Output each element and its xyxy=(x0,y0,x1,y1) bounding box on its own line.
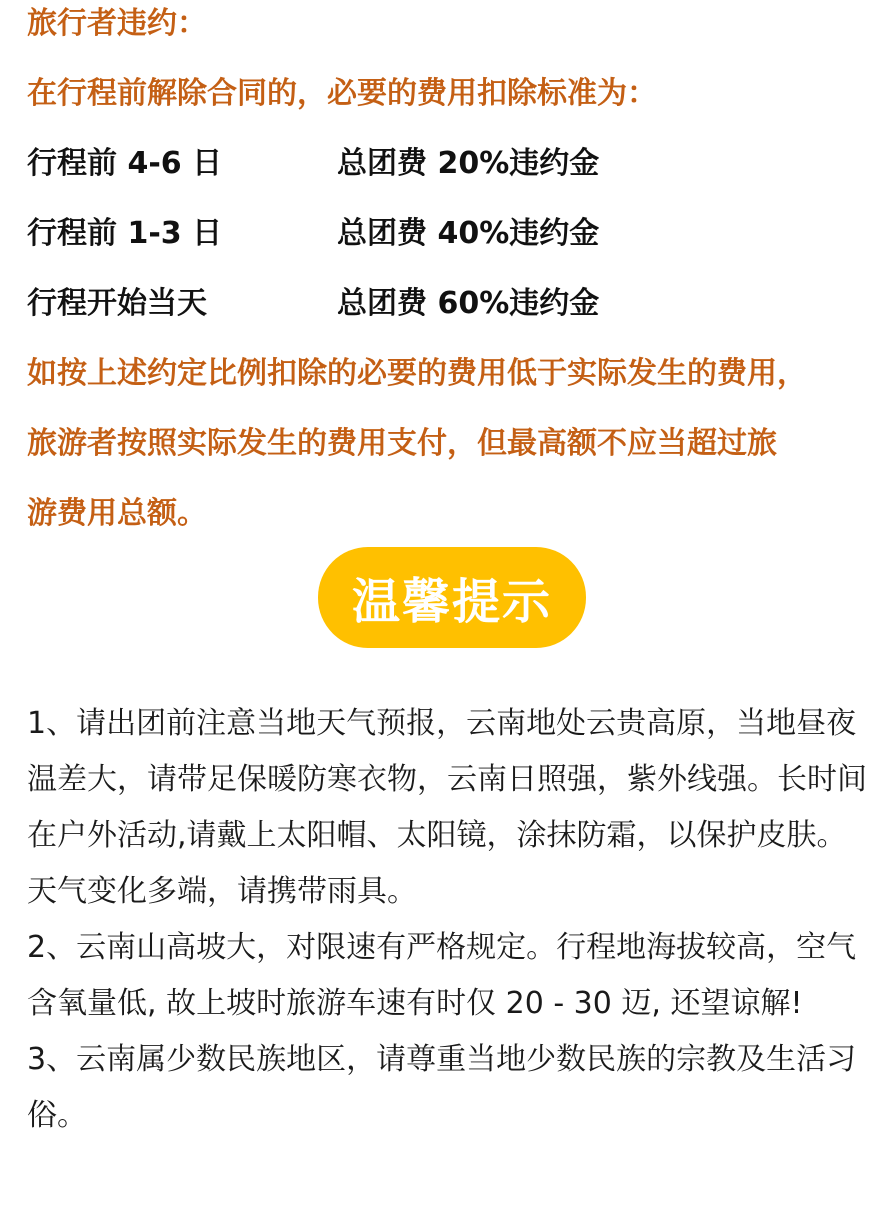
fee-row-period: 行程前 1-3 日 xyxy=(27,216,223,251)
fee-row xyxy=(27,286,600,322)
fee-row-penalty: 总团费 20%违约金 xyxy=(337,146,600,181)
tips-list xyxy=(27,696,872,1144)
fee-row-period: 行程开始当天 xyxy=(27,286,207,321)
tips-title-badge xyxy=(318,547,586,648)
policy-note-line: 如按上述约定比例扣除的必要的费用低于实际发生的费用， xyxy=(27,356,807,391)
policy-note-line: 旅游者按照实际发生的费用支付，但最高额不应当超过旅 xyxy=(27,426,777,461)
fee-row xyxy=(27,216,600,252)
policy-heading: 旅行者违约： xyxy=(27,6,207,41)
fee-row-penalty: 总团费 60%违约金 xyxy=(337,286,600,321)
policy-subheading: 在行程前解除合同的，必要的费用扣除标准为： xyxy=(27,76,657,111)
policy-note-line: 游费用总额。 xyxy=(27,496,207,531)
tip-item: 3、云南属少数民族地区，请尊重当地少数民族的宗教及生活习俗。 xyxy=(27,1042,857,1133)
fee-row-period: 行程前 4-6 日 xyxy=(27,146,223,181)
tip-item: 1、请出团前注意当地天气预报，云南地处云贵高原，当地昼夜温差大，请带足保暖防寒衣物，云南日照强，紫外线强。长时间在户外活动,请戴上太阳帽、太阳镜，涂抹防霜，以保护皮肤。天气变化多端，请携带雨具。 xyxy=(27,706,867,909)
fee-row xyxy=(27,146,600,182)
tip-item: 2、云南山高坡大，对限速有严格规定。行程地海拔较高，空气含氧量低, 故上坡时旅游车速有时仅 20 - 30 迈, 还望谅解! xyxy=(27,930,857,1021)
tips-title: 温馨提示 xyxy=(351,574,552,630)
fee-row-penalty: 总团费 40%违约金 xyxy=(337,216,600,251)
